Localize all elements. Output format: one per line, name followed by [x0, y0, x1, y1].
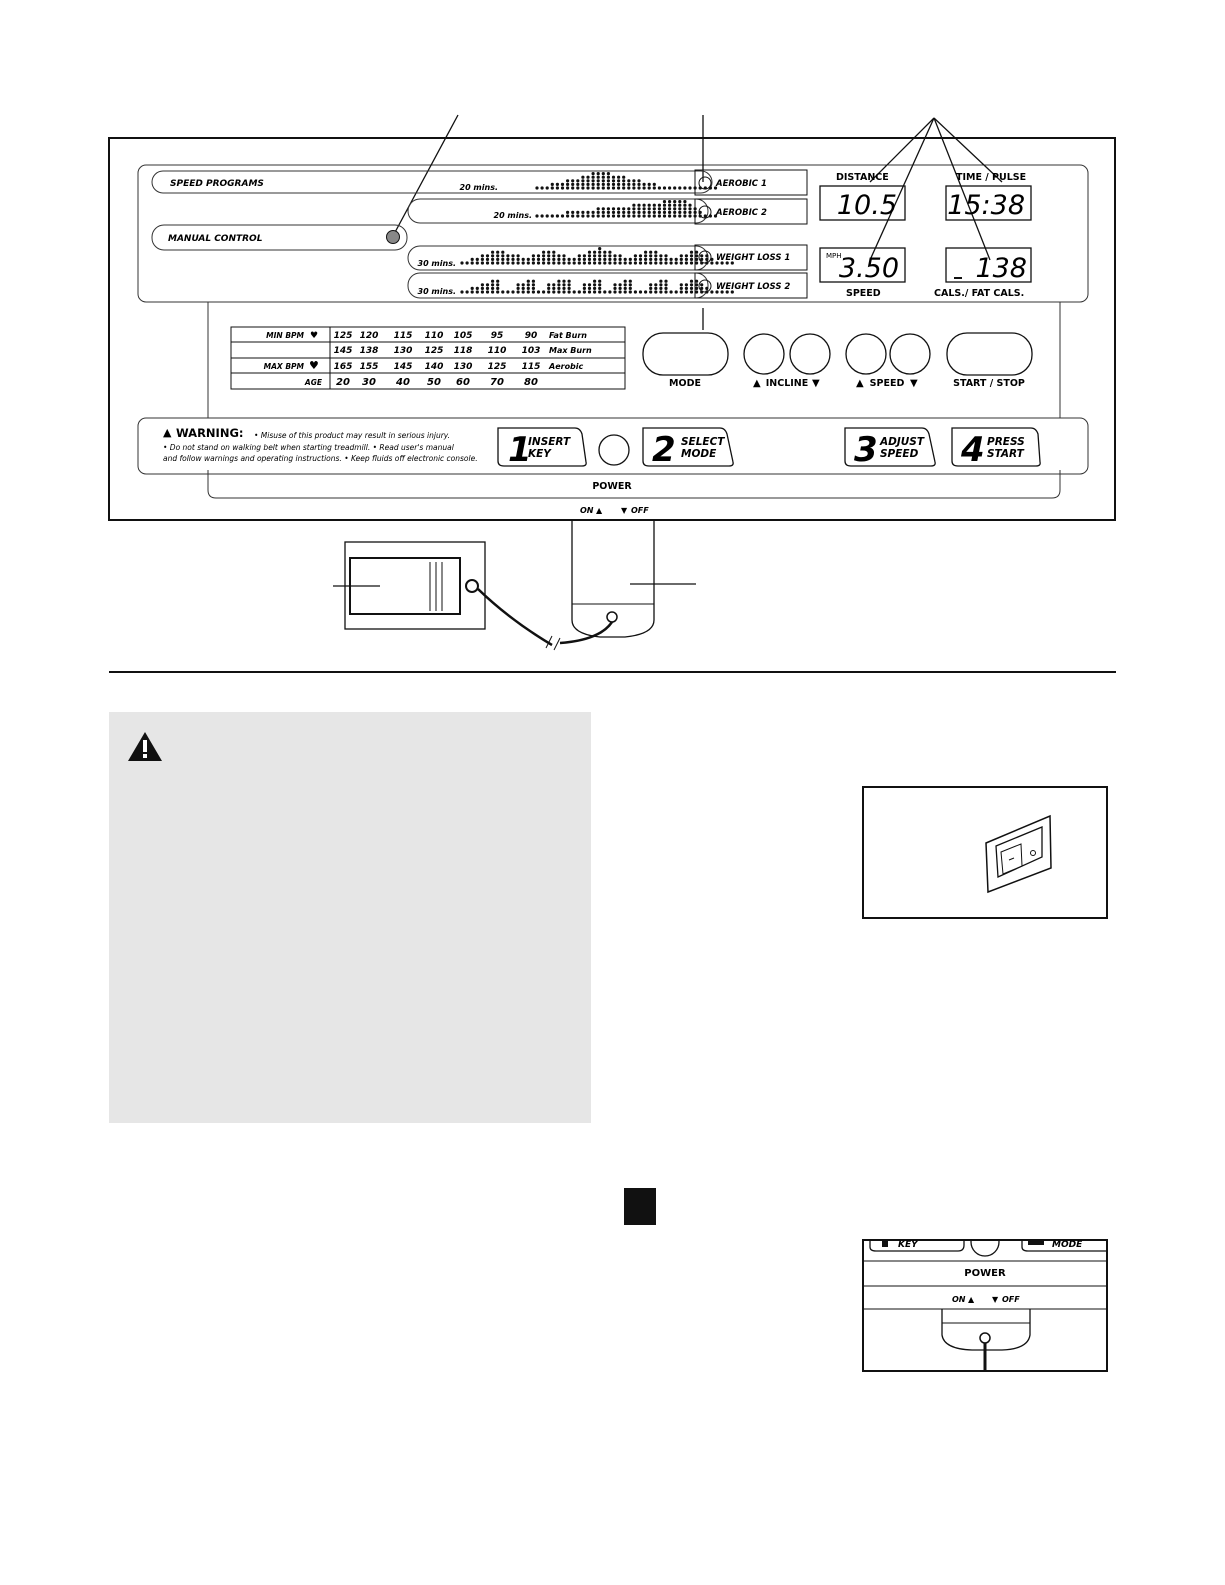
down-arrow-icon: ▼: [621, 506, 628, 515]
hr-cell: 125: [487, 362, 507, 372]
hr-cell: 103: [521, 346, 541, 356]
hr-cell: 115: [393, 331, 413, 341]
svg-text:4: 4: [961, 430, 985, 470]
svg-text:START: START: [987, 448, 1024, 460]
step-1: [498, 428, 586, 470]
warning-line-2: • Do not stand on walking belt when starting treadmill. • Read user's manual: [163, 443, 454, 452]
off-label: OFF: [631, 506, 649, 515]
min-bpm-label: MIN BPM: [266, 331, 304, 340]
reset-switch-figure: [862, 786, 1108, 920]
hr-cell: 50: [427, 377, 441, 388]
zone-max-burn: Max Burn: [549, 346, 592, 355]
detail-off-label: OFF: [1002, 1295, 1020, 1304]
program-time-1: 20 mins.: [459, 183, 498, 192]
hr-cell: 130: [393, 346, 413, 356]
power-detail-figure: [862, 1239, 1108, 1373]
hr-cell: 110: [424, 331, 444, 341]
hr-cell: 30: [362, 377, 376, 388]
cals-label: CALS./ FAT CALS.: [934, 288, 1025, 299]
incline-down-button[interactable]: [790, 334, 830, 374]
hr-cell: 110: [487, 346, 507, 356]
hr-cell: 120: [359, 331, 379, 341]
hr-cell: 70: [490, 377, 504, 388]
step-number-box: [624, 1188, 656, 1225]
program-time-4: 30 mins.: [417, 287, 456, 296]
up-arrow-icon: ▲: [596, 506, 603, 515]
hr-cell: 80: [524, 377, 538, 388]
manual-control-indicator: [387, 231, 400, 244]
speed-value: 3.50: [838, 253, 899, 284]
hr-cell: 125: [424, 346, 444, 356]
program-profiles: [460, 172, 734, 294]
hr-cell: 155: [359, 362, 379, 372]
hr-cell: 125: [333, 331, 353, 341]
on-label: ON: [580, 506, 594, 515]
key-slot[interactable]: [599, 435, 629, 465]
power-label: POWER: [592, 481, 632, 492]
distance-value: 10.5: [836, 190, 897, 221]
warning-line-3: and follow warnings and operating instructions. • Keep fluids off electronic console.: [163, 454, 478, 463]
warning-shaded-box: [109, 712, 591, 1123]
up-arrow-icon: ▲: [968, 1295, 975, 1304]
svg-text:3: 3: [854, 430, 878, 470]
svg-text:SPEED: SPEED: [880, 448, 919, 460]
incline-label: INCLINE: [765, 378, 809, 389]
program-label-aerobic-1: AEROBIC 1: [716, 179, 767, 189]
manual-control-label: MANUAL CONTROL: [168, 234, 263, 244]
program-label-aerobic-2: AEROBIC 2: [716, 208, 767, 218]
speed-label: SPEED: [846, 288, 881, 299]
speed-unit: MPH: [826, 252, 842, 260]
warning-line-1: • Misuse of this product may result in serious injury.: [254, 431, 451, 440]
warning-title: WARNING:: [176, 426, 244, 440]
speed-down-button[interactable]: [890, 334, 930, 374]
cals-value: 138: [975, 253, 1027, 284]
hr-cell: 118: [453, 346, 473, 356]
start-stop-button[interactable]: [947, 333, 1032, 375]
hr-cell: 40: [396, 377, 410, 388]
speed-button-label: SPEED: [869, 378, 905, 389]
warning-triangle-icon: [127, 730, 167, 764]
svg-text:KEY: KEY: [528, 448, 551, 460]
svg-text:ADJUST: ADJUST: [880, 436, 924, 448]
heart-large-icon: ♥: [309, 359, 319, 372]
hr-cell: 138: [359, 346, 379, 356]
svg-text:SELECT: SELECT: [681, 436, 725, 448]
up-arrow-icon: ▲: [856, 378, 864, 389]
detail-mode-label: MODE: [1052, 1240, 1083, 1250]
time-pulse-label: TIME / PULSE: [956, 172, 1027, 183]
distance-label: DISTANCE: [836, 172, 889, 183]
mode-label: MODE: [669, 378, 701, 389]
cord-plug-icon: [607, 612, 617, 622]
hr-cell: 145: [393, 362, 413, 372]
hr-cell: 60: [456, 377, 470, 388]
time-value: 15:38: [947, 190, 1025, 221]
down-arrow-icon: ▼: [812, 378, 820, 389]
heart-rate-table: [231, 327, 625, 389]
detail-power-label: POWER: [964, 1268, 1006, 1279]
down-arrow-icon: ▼: [910, 378, 918, 389]
speed-programs-label: SPEED PROGRAMS: [170, 179, 264, 189]
speed-up-button[interactable]: [846, 334, 886, 374]
svg-text:PRESS: PRESS: [987, 436, 1025, 448]
step-3: [845, 428, 935, 470]
program-label-weight-loss-1: WEIGHT LOSS 1: [716, 253, 791, 263]
up-arrow-icon: ▲: [753, 378, 761, 389]
power-switch-housing: [572, 520, 654, 637]
down-arrow-icon: ▼: [992, 1295, 999, 1304]
start-stop-label: START / STOP: [953, 378, 1025, 389]
svg-text:1: 1: [508, 430, 532, 470]
svg-text:MODE: MODE: [681, 448, 717, 460]
heart-small-icon: ♥: [310, 331, 319, 341]
svg-text:2: 2: [652, 430, 676, 470]
zone-aerobic: Aerobic: [549, 362, 584, 371]
hr-cell: 90: [524, 331, 538, 341]
hr-cell: 20: [336, 377, 350, 388]
step-2: [643, 428, 733, 470]
hr-cell: 145: [333, 346, 353, 356]
program-label-weight-loss-2: WEIGHT LOSS 2: [716, 282, 791, 292]
hr-cell: 130: [453, 362, 473, 372]
step-4: [952, 428, 1040, 470]
warning-icon: ▲: [163, 426, 172, 439]
incline-up-button[interactable]: [744, 334, 784, 374]
mode-button[interactable]: [643, 333, 728, 375]
max-bpm-label: MAX BPM: [263, 362, 304, 371]
key-cord: [478, 589, 552, 645]
console-diagram: [0, 0, 1225, 680]
hr-cell: 105: [453, 331, 473, 341]
program-time-2: 20 mins.: [493, 211, 532, 220]
age-label: AGE: [304, 378, 322, 387]
program-time-3: 30 mins.: [417, 259, 456, 268]
hr-cell: 115: [521, 362, 541, 372]
hr-cell: 95: [490, 331, 504, 341]
hr-cell: 140: [424, 362, 444, 372]
detail-key-label: KEY: [898, 1240, 918, 1250]
svg-text:INSERT: INSERT: [528, 436, 571, 448]
hr-cell: 165: [333, 362, 353, 372]
detail-on-label: ON: [952, 1295, 966, 1304]
zone-fat-burn: Fat Burn: [549, 331, 587, 340]
